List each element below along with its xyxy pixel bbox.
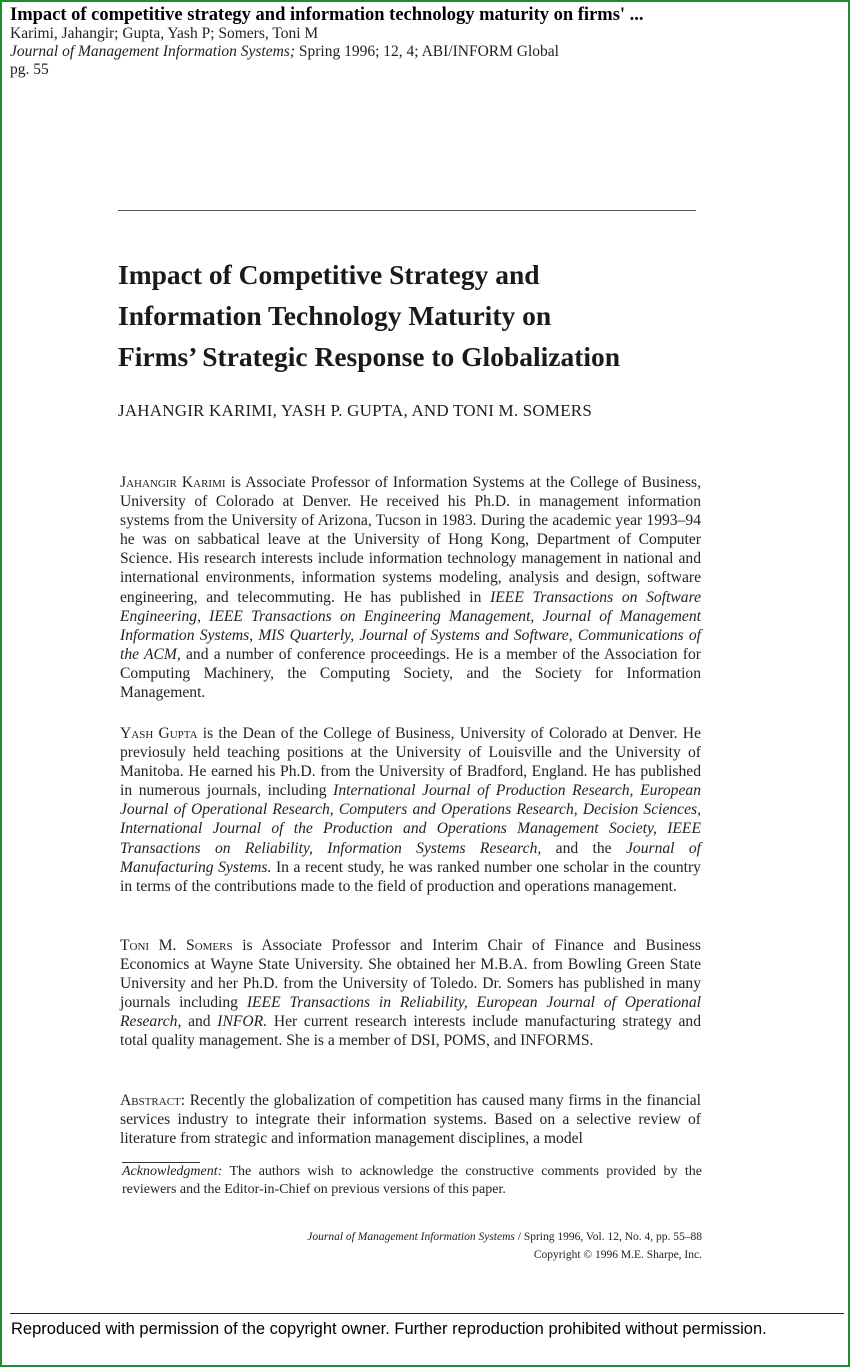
- acknowledgment-footnote: [122, 1163, 702, 1199]
- bio-somers: [120, 936, 701, 1051]
- citation-journal: Journal of Management Information Systems: [307, 1231, 515, 1243]
- record-source: [10, 42, 559, 61]
- bio-karimi: [120, 473, 701, 702]
- permission-notice: Reproduced with permission of the copyright owner. Further reproduction prohibited without permission.: [11, 1320, 767, 1338]
- bio-text: is Associate Professor of Information Systems at the College of Business, University of Colorado at Denver. He received his Ph.D. in management information systems from the University of Arizona, Tucson in 1983. During the academic year 1993–94 he was on sabbatical leave at the University of Hong Kong, Department of Computer Science. His research interests include information technology management in national and international environments, information systems modeling, analysis and design, software engineering, and telecommuting. He has published in: [120, 474, 701, 606]
- bio-journals: INFOR.: [217, 1013, 268, 1031]
- abstract-label: Abstract:: [120, 1092, 186, 1109]
- bio-name: Yash Gupta: [120, 725, 198, 742]
- record-journal: Journal of Management Information Systems;: [10, 43, 295, 60]
- bio-gupta: [120, 724, 701, 896]
- bio-text: is the Dean of the College of Business, University of Colorado at Denver. He previosuly held teaching positions at the University of Louisville and the University of Manitoba. He earned his Ph.D. from the University of Bradford, England. He has published in numerous journals, including: [120, 725, 701, 800]
- bio-journals: IEEE Transactions on Software Engineering, IEEE Transactions on Engineering Management, Journal of Management Information Systems, MIS Quarterly, Journal of Systems and Software, Communications of the ACM,: [120, 588, 702, 663]
- bio-text: and a number of conference proceedings. He is a member of the Association for Computing Machinery, the Computing Society, and the Society for Information Management.: [120, 645, 701, 702]
- bio-name: Jahangir Karimi: [120, 474, 226, 491]
- journal-citation: [307, 1228, 702, 1264]
- footer-rule: [10, 1313, 844, 1314]
- title-line: Impact of Competitive Strategy and: [118, 259, 540, 290]
- citation-volume: / Spring 1996, Vol. 12, No. 4, pp. 55–88: [514, 1231, 702, 1243]
- copyright-line: Copyright © 1996 M.E. Sharpe, Inc.: [533, 1249, 702, 1261]
- header-rule: [118, 210, 696, 211]
- citation-line: [307, 1228, 702, 1246]
- footnote-text: The authors wish to acknowledge the constructive comments provided by the reviewers and the Editor-in-Chief on previous versions of this paper.: [122, 1164, 702, 1197]
- title-line: Firms’ Strategic Response to Globalization: [118, 341, 621, 372]
- article-authors: JAHANGIR KARIMI, YASH P. GUPTA, AND TONI M. SOMERS: [118, 401, 592, 420]
- bio-text: In a recent study, he was ranked number one scholar in the country in terms of the contributions made to the field of production and operations management.: [120, 858, 701, 895]
- record-authors: Karimi, Jahangir; Gupta, Yash P; Somers, Toni M: [10, 25, 319, 42]
- bio-text: Her current research interests include manufacturing strategy and total quality management. She is a member of DSI, POMS, and INFORMS.: [120, 1013, 701, 1050]
- footnote-label: Acknowledgment:: [122, 1164, 223, 1179]
- bio-text: and the: [541, 839, 626, 857]
- bio-text: is Associate Professor and Interim Chair of Finance and Business Economics at Wayne State University. She obtained her M.B.A. from Bowling Green State University and her Ph.D. from the University of Toledo. Dr. Somers has published in many journals including: [120, 937, 701, 1012]
- bio-journals: IEEE Transactions in Reliability, European Journal of Operational Research,: [120, 994, 701, 1031]
- bio-text: and: [181, 1013, 218, 1031]
- record-title: Impact of competitive strategy and information technology maturity on firms' ...: [10, 5, 644, 25]
- title-line: Information Technology Maturity on: [118, 300, 552, 331]
- bio-journals: Journal of Manufacturing Systems.: [120, 839, 701, 876]
- article-title: [118, 254, 758, 377]
- record-pages: pg. 55: [10, 61, 49, 78]
- bio-journals: International Journal of Production Research, European Journal of Operational Research, Computers and Operations Research, Decision Sciences, International Journal of the Production and Operations Management Society, IEEE Transactions on Reliability, Information Systems Research,: [120, 782, 701, 857]
- record-issue: Spring 1996; 12, 4; ABI/INFORM Global: [295, 43, 559, 60]
- abstract-text: Recently the globalization of competition has caused many firms in the financial services industry to integrate their information systems. Based on a selective review of literature from strategic and information management disciplines, a model: [120, 1092, 701, 1148]
- abstract: [120, 1091, 701, 1148]
- bio-name: Toni M. Somers: [120, 937, 233, 954]
